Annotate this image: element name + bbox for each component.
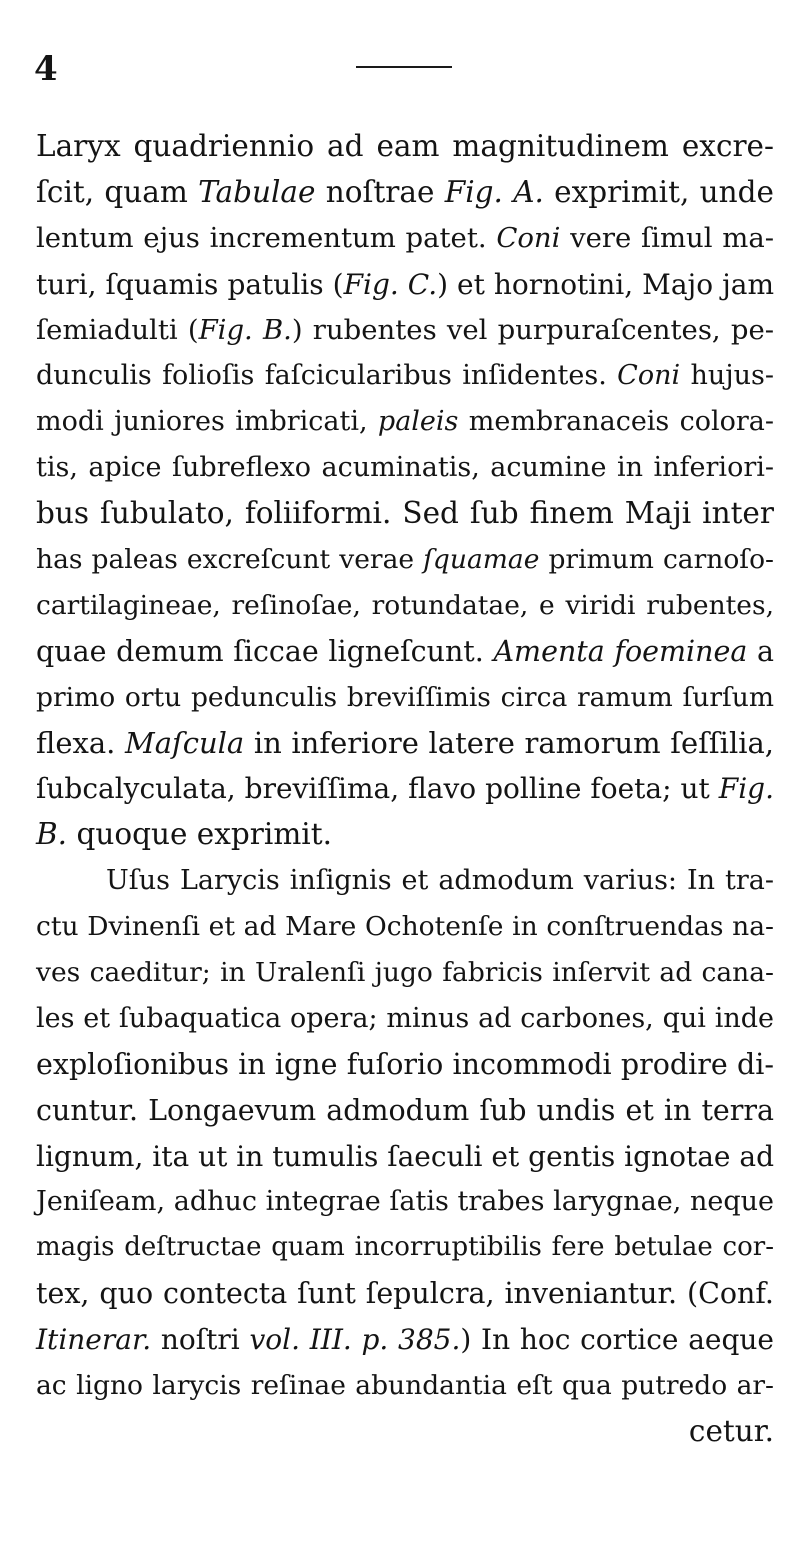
text-segment: ) In hoc cortice aeque	[460, 1323, 774, 1357]
text-line	[36, 170, 774, 216]
paragraph	[36, 858, 774, 1455]
header-rule	[356, 66, 452, 68]
text-segment: primum carnoſo-	[539, 544, 774, 576]
italic-text: ſquamae	[423, 544, 540, 576]
text-line	[36, 491, 774, 537]
text-segment: cuntur. Longaevum admodum ſub undis et in terra	[36, 1093, 774, 1127]
text-segment: flexa.	[36, 725, 125, 760]
text-segment: ) et hornotini, Majo jam	[437, 267, 774, 301]
text-segment: ac ligno larycis reſinae abundantia eſt qua putredo ar-	[36, 1370, 774, 1402]
text-segment: hujus-	[680, 360, 774, 392]
text-segment: lignum, ita ut in tumulis ſaeculi et gentis ignotae ad	[36, 1139, 774, 1173]
page-number: 4	[34, 49, 58, 89]
text-line	[36, 858, 774, 904]
text-line	[36, 262, 774, 308]
text-line	[36, 766, 774, 812]
text-line	[36, 537, 774, 583]
text-line	[36, 1317, 774, 1363]
italic-text: Tabulae	[198, 174, 316, 209]
text-line	[36, 124, 774, 170]
text-segment: lentum ejus incrementum patet.	[36, 221, 497, 254]
text-line	[36, 1409, 774, 1455]
italic-text: B.	[36, 817, 68, 852]
text-line	[36, 353, 774, 399]
text-segment: quoque exprimit.	[67, 817, 332, 852]
text-line	[36, 629, 774, 675]
italic-text: Fig. B.	[198, 313, 292, 346]
text-line	[36, 721, 774, 767]
text-line	[36, 1225, 774, 1271]
italic-text: Fig.	[718, 772, 774, 806]
text-line	[36, 950, 774, 996]
text-segment: quae demum ſiccae ligneſcunt.	[36, 634, 494, 668]
text-line	[36, 1271, 774, 1317]
text-segment: cartilagineae, reſinoſae, rotundatae, e viridi rubentes,	[36, 589, 774, 621]
text-segment: ctu Dvinenſi et ad Mare Ochotenſe in conſtruendas na-	[36, 911, 774, 943]
text-segment: primo ortu pedunculis breviſſimis circa ramum ſurſum	[36, 681, 774, 713]
text-segment: ves caeditur; in Uralenſi jugo fabricis inſervit ad cana-	[36, 957, 774, 989]
text-segment: Uſus Larycis inſignis et admodum varius: In tra-	[106, 865, 774, 897]
text-line	[36, 996, 774, 1042]
italic-text: Fig. A.	[444, 174, 544, 209]
text-line	[36, 583, 774, 629]
text-segment: has paleas excreſcunt verae	[36, 544, 424, 576]
text-segment: Laryx quadriennio ad eam magnitudinem excre-	[36, 129, 774, 163]
text-segment: cetur.	[688, 1413, 774, 1448]
italic-text: Amenta foeminea	[493, 634, 748, 668]
italic-text: Fig. C.	[343, 267, 438, 301]
text-segment: magis deſtructae quam incorruptibilis fere betulae cor-	[36, 1232, 774, 1263]
text-line	[36, 904, 774, 950]
text-line	[36, 1134, 774, 1180]
text-segment: ) rubentes vel purpuraſcentes, pe-	[291, 313, 775, 346]
body-text	[36, 124, 774, 1455]
text-segment: membranaceis colora-	[458, 406, 775, 438]
text-line	[36, 399, 774, 445]
text-line	[36, 1179, 774, 1225]
text-segment: modi juniores imbricati,	[36, 406, 378, 438]
text-line	[36, 812, 774, 858]
text-line	[36, 216, 774, 262]
text-segment: noſtri	[151, 1323, 250, 1357]
text-segment: turi, ſquamis patulis (	[36, 267, 344, 301]
text-segment: in inferiore latere ramorum ſeſſilia,	[244, 725, 774, 760]
italic-text: paleis	[377, 406, 459, 438]
text-segment: tex, quo contecta ſunt ſepulcra, inveniantur. (Conf.	[36, 1277, 774, 1311]
text-line	[36, 1363, 774, 1409]
text-segment: ſubcalyculata, breviſſima, flavo polline foeta; ut	[36, 772, 719, 806]
italic-text: vol. III. p. 385.	[249, 1323, 461, 1357]
text-segment: dunculis folioſis faſcicularibus inſidentes.	[36, 360, 618, 392]
italic-text: Maſcula	[125, 725, 245, 760]
italic-text: Coni	[496, 221, 561, 254]
text-segment: les et ſubaquatica opera; minus ad carbones, qui inde	[36, 1002, 774, 1034]
text-segment: exploſionibus in igne fuſorio incommodi prodire di-	[36, 1047, 774, 1081]
text-segment: Jeniſeam, adhuc integrae ſatis trabes larygnae, neque	[36, 1186, 774, 1218]
text-segment: a	[747, 634, 774, 668]
text-segment: bus ſubulato, foliiformi. Sed ſub finem Maji inter	[36, 496, 774, 531]
text-segment: vere ſimul ma-	[560, 221, 775, 254]
text-line	[36, 1042, 774, 1088]
italic-text: Coni	[617, 360, 681, 392]
text-line	[36, 308, 774, 354]
text-segment: ſemiadulti (	[36, 313, 199, 346]
text-segment: noſtrae	[315, 174, 445, 209]
italic-text: Itinerar.	[36, 1323, 152, 1357]
text-segment: exprimit, unde	[543, 174, 774, 209]
text-line	[36, 1088, 774, 1134]
text-line	[36, 675, 774, 721]
text-segment: ſcit, quam	[36, 174, 199, 209]
text-segment: tis, apice ſubreflexo acuminatis, acumine in inferiori-	[36, 452, 774, 484]
paragraph	[36, 124, 774, 858]
text-line	[36, 445, 774, 491]
